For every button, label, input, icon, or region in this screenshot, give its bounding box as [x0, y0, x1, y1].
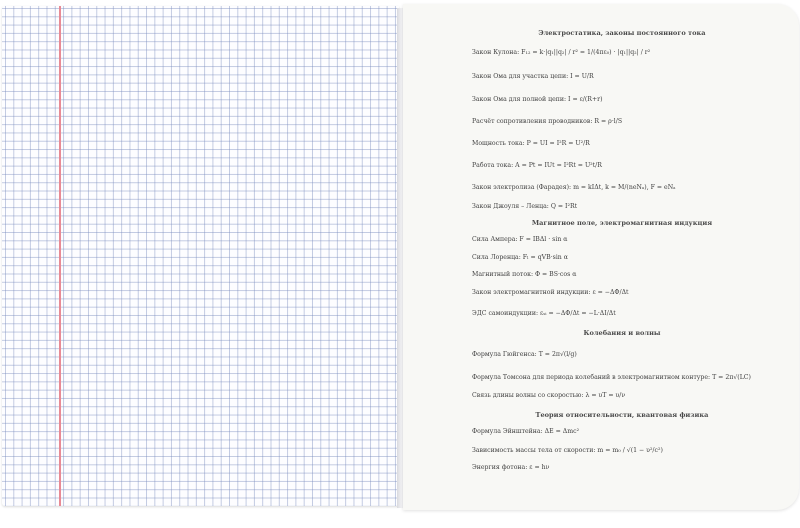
formula-electrolysis: Закон электролиза (Фарадея): m = kIΔt, k = M/(neNₐ), F = eNₐ	[472, 184, 676, 191]
formula-self-induction: ЭДС самоиндукции: εₛᵢ = −ΔΦ/Δt = −L·ΔI/Δt	[472, 310, 616, 317]
squared-page	[2, 6, 399, 506]
formula-ampere: Сила Ампера: F = IBΔl · sin α	[472, 236, 568, 243]
formula-work: Работа тока: A = Pt = IUt = I²Rt = U²t/R	[472, 162, 602, 169]
formula-magnetic-flux: Магнитный поток: Φ = BS·cos α	[472, 271, 577, 278]
formula-power: Мощность тока: P = UI = I²R = U²/R	[472, 140, 590, 147]
formula-coulomb: Закон Кулона: F₁₂ = k·|q₁||q₂| / r² = 1/(4πε₀) · |q₁||q₂| / r²	[472, 49, 651, 56]
formula-relativistic-mass: Зависимость массы тела от скорости: m = m₀ / √(1 − υ²/c²)	[472, 447, 663, 454]
section-title-electrostatics: Электростатика, законы постоянного тока	[538, 29, 706, 37]
section-title-relativity: Теория относительности, квантовая физика	[535, 411, 709, 419]
formula-page	[403, 4, 799, 510]
formula-ohm-full: Закон Ома для полной цепи: I = ε/(R+r)	[472, 96, 603, 103]
formula-induction: Закон электромагнитной индукции: ε = −ΔΦ/Δt	[472, 289, 629, 296]
formula-lorentz: Сила Лоренца: Fₗ = qVB·sin α	[472, 254, 568, 261]
formula-ohm-segment: Закон Ома для участка цепи: I = U/R	[472, 73, 594, 80]
formula-resistance: Расчёт сопротивления проводников: R = ρ·l/S	[472, 118, 623, 125]
section-title-magnetism: Магнитное поле, электромагнитная индукция	[531, 219, 713, 227]
formula-wavelength: Связь длины волны со скоростью: λ = υT = υ/ν	[472, 392, 626, 399]
formula-einstein: Формула Эйнштейна: ΔE = Δmc²	[472, 428, 580, 435]
section-title-oscillations: Колебания и волны	[583, 329, 661, 337]
margin-line	[59, 6, 61, 506]
formula-photon-energy: Энергия фотона: ε = hν	[472, 464, 550, 471]
formula-joule-lenz: Закон Джоуля – Ленца: Q = I²Rt	[472, 203, 578, 210]
formula-thomson: Формула Томсона для периода колебаний в электромагнитном контуре: T = 2π√(LC)	[472, 374, 751, 381]
formula-huygens: Формула Гюйгенса: T = 2π√(l/g)	[472, 351, 577, 358]
